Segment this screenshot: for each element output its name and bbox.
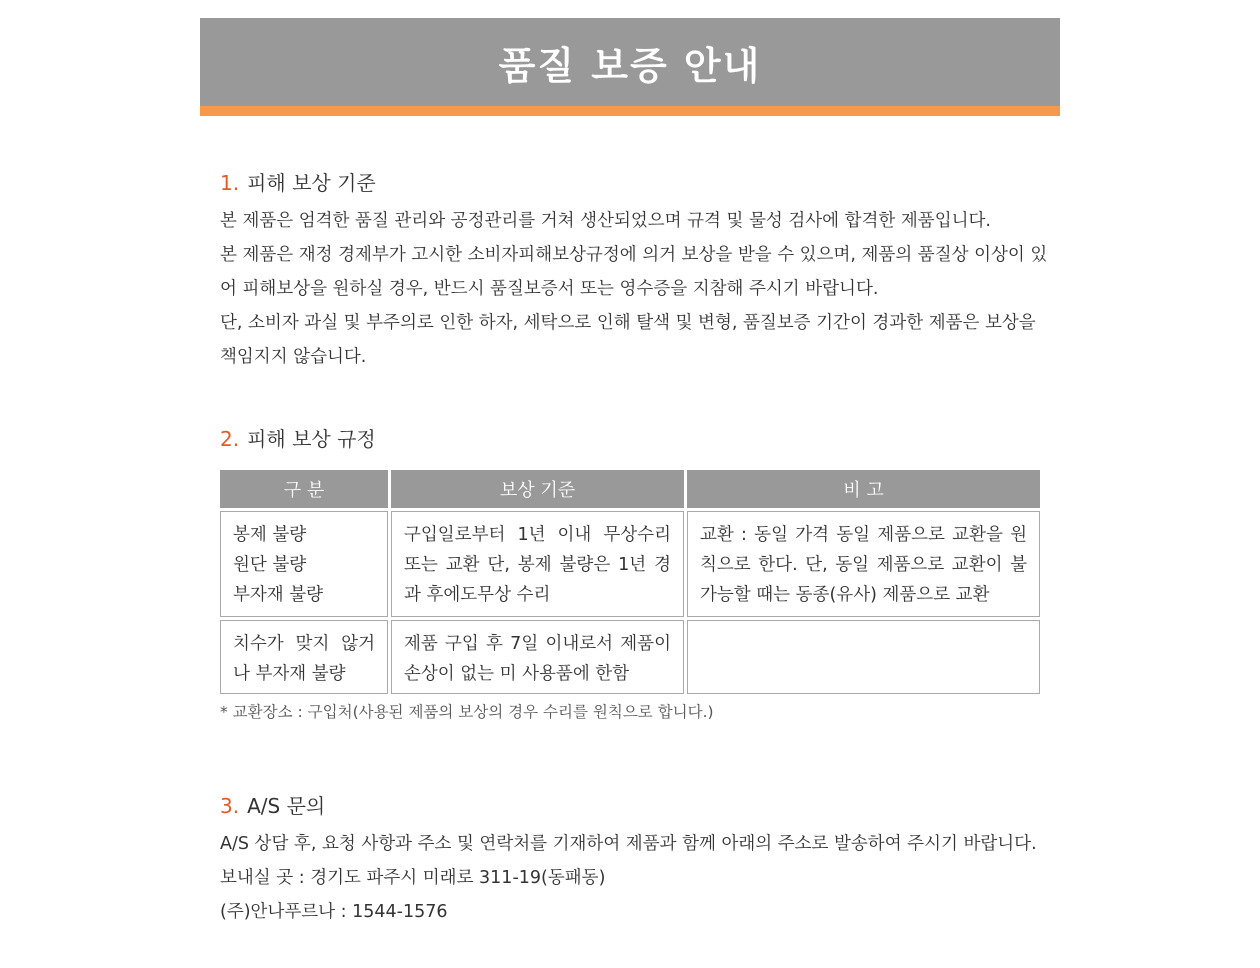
section-3-line: 보내실 곳 : 경기도 파주시 미래로 311-19(동패동) (220, 868, 606, 888)
banner-accent-stripe (200, 106, 1060, 116)
category-line: 원단 불량 (233, 555, 307, 575)
page-title: 품질 보증 안내 (498, 43, 762, 88)
section-2-number: 2. (220, 427, 240, 451)
row-2-standard: 제품 구입 후 7일 이내로서 제품이 손상이 없는 미 사용품에 한함 (391, 620, 684, 694)
section-3-line: (주)안나푸르나 : 1544-1576 (220, 902, 448, 922)
table-row (220, 511, 1040, 617)
row-1-category (220, 511, 388, 617)
compensation-table (220, 470, 1040, 694)
section-3-line: A/S 상담 후, 요청 사항과 주소 및 연락처를 기재하여 제품과 함께 아래의 주소로 발송하여 주시기 바랍니다. (220, 834, 1037, 854)
header-category: 구 분 (220, 470, 388, 508)
section-1-heading (220, 167, 376, 196)
section-1-line: 본 제품은 재정 경제부가 고시한 소비자피해보상규정에 의거 보상을 받을 수 있으며, 제품의 품질상 이상이 있어 피해보상을 원하실 경우, 반드시 품질보증서 또는 영수증을 지참해 주시기 바랍니다. (220, 245, 1048, 299)
section-1-line: 단, 소비자 과실 및 부주의로 인한 하자, 세탁으로 인해 탈색 및 변형, 품질보증 기간이 경과한 제품은 보상을 책임지지 않습니다. (220, 313, 1036, 367)
section-2-title: 피해 보상 규정 (247, 427, 376, 451)
exchange-note: * 교환장소 : 구입처(사용된 제품의 보상의 경우 수리를 원칙으로 합니다.) (220, 703, 714, 721)
row-1-standard: 구입일로부터 1년 이내 무상수리 또는 교환 단, 봉제 불량은 1년 경과 후에도무상 수리 (391, 511, 684, 617)
section-3-title: A/S 문의 (247, 794, 326, 818)
row-2-category: 치수가 맞지 않거나 부자재 불량 (220, 620, 388, 694)
section-1-body (220, 204, 1050, 374)
section-1-title: 피해 보상 기준 (247, 171, 376, 195)
section-3-number: 3. (220, 794, 240, 818)
section-1-number: 1. (220, 171, 240, 195)
header-standard: 보상 기준 (391, 470, 684, 508)
section-3-heading (220, 790, 325, 819)
category-line: 부자재 불량 (233, 585, 324, 605)
section-2-heading (220, 423, 376, 452)
title-banner (200, 18, 1060, 106)
table-row (220, 620, 1040, 694)
row-1-remark: 교환 : 동일 가격 동일 제품으로 교환을 원칙으로 한다. 단, 동일 제품으로 교환이 불가능할 때는 동종(유사) 제품으로 교환 (687, 511, 1040, 617)
section-3-body (220, 827, 1050, 929)
table-header-row (220, 470, 1040, 508)
category-line: 봉제 불량 (233, 525, 307, 545)
row-2-remark (687, 620, 1040, 694)
section-1-line: 본 제품은 엄격한 품질 관리와 공정관리를 거쳐 생산되었으며 규격 및 물성 검사에 합격한 제품입니다. (220, 211, 991, 231)
header-remark: 비 고 (687, 470, 1040, 508)
